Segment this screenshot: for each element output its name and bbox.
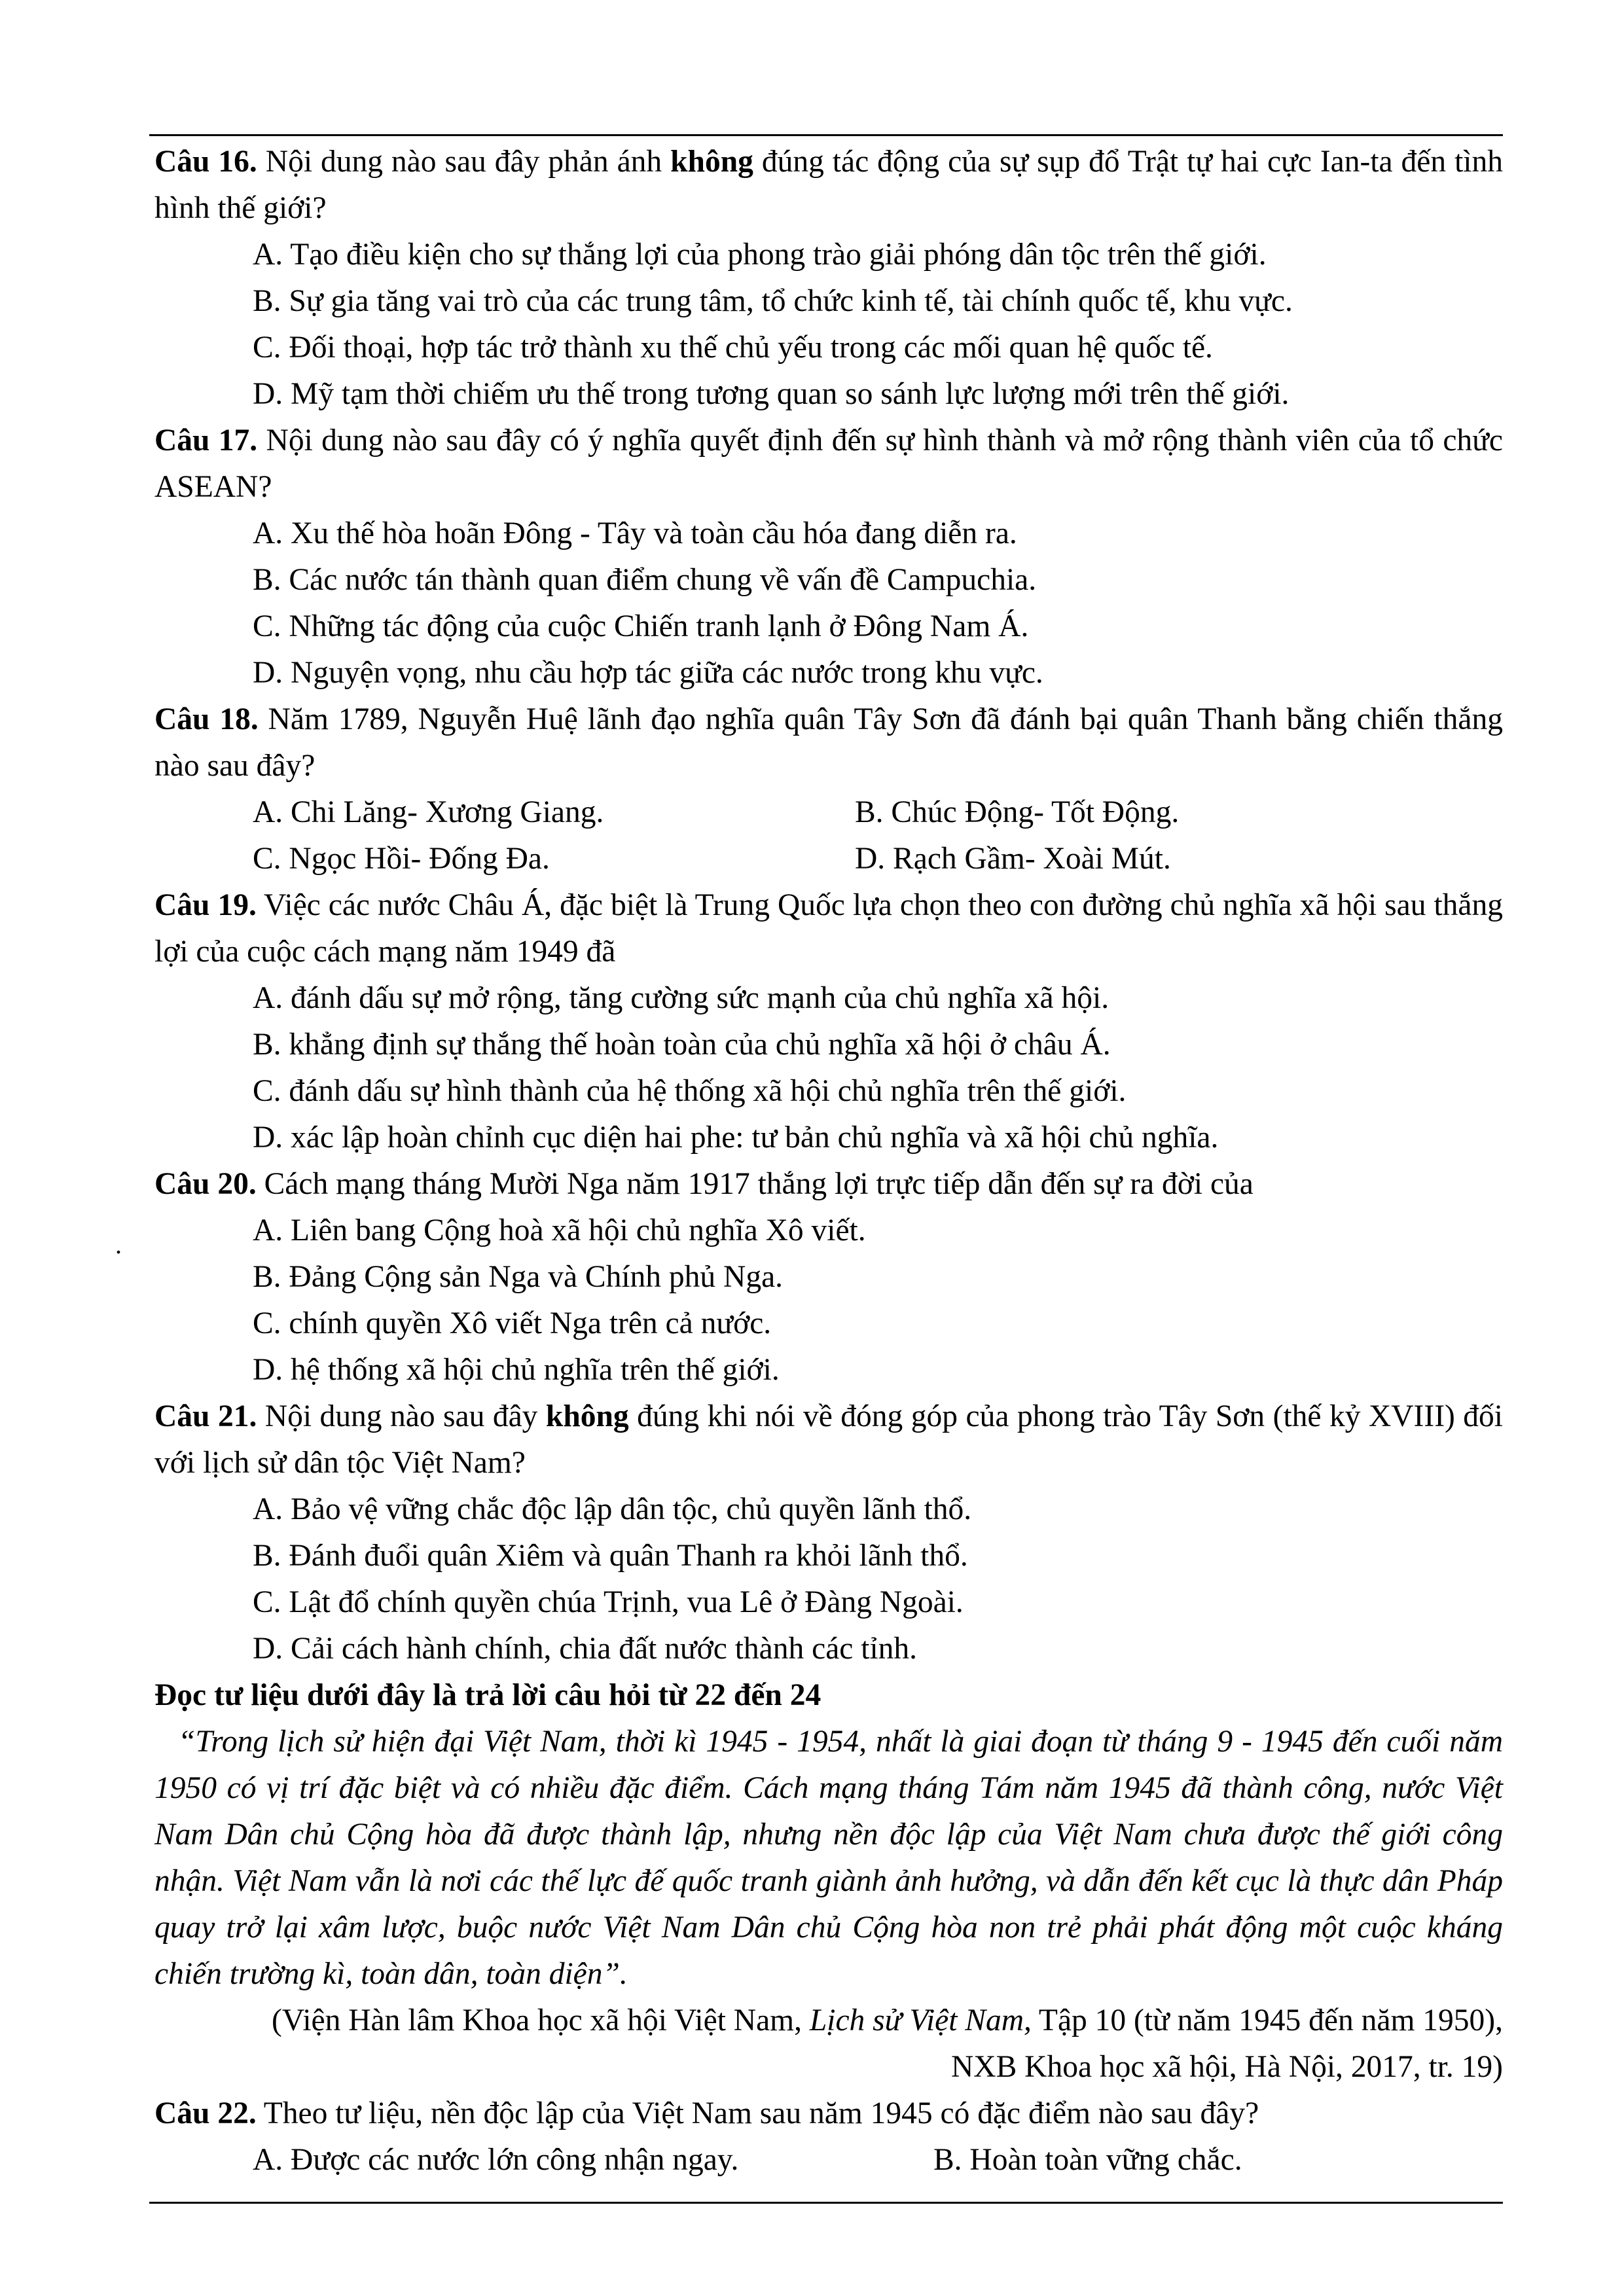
options-row [154,789,1503,836]
option-b[interactable]: B. Đánh đuổi quân Xiêm và quân Thanh ra khỏi lãnh thổ. [253,1539,968,1573]
option-d[interactable]: D. Mỹ tạm thời chiếm ưu thế trong tương quan so sánh lực lượng mới trên thế giới. [253,377,1290,411]
question-18 [154,696,1503,882]
option-a[interactable]: A. Bảo vệ vững chắc độc lập dân tộc, chủ quyền lãnh thổ. [253,1492,972,1526]
question-text: Câu 21. Nội dung nào sau đây không đúng khi nói về đóng góp của phong trào Tây Sơn (thế kỷ XVIII) đối với lịch sử dân tộc Việt Nam? [154,1399,1504,1480]
question-text: Câu 16. Nội dung nào sau đây phản ánh không đúng tác động của sự sụp đổ Trật tự hai cực Ian-ta đến tình hình thế giới? [154,145,1503,225]
option-b[interactable]: B. Đảng Cộng sản Nga và Chính phủ Nga. [253,1260,784,1294]
option-b[interactable]: B. Hoàn toàn vững chắc. [933,2143,1242,2177]
citation: (Viện Hàn lâm Khoa học xã hội Việt Nam, Lịch sử Việt Nam, Tập 10 (từ năm 1945 đến năm 1950), [272,2003,1503,2037]
question-17 [154,418,1503,696]
option-a[interactable]: A. Liên bang Cộng hoà xã hội chủ nghĩa Xô viết. [253,1213,866,1247]
passage-text: “Trong lịch sử hiện đại Việt Nam, thời kì 1945 - 1954, nhất là giai đoạn từ tháng 9 - 1945 đến cuối năm 1950 có vị trí đặc biệt và có nhiều đặc điểm. Cách mạng tháng Tám năm 1945 đã thành công, nước Việt Nam Dân chủ Cộng hòa đã được thành lập, nhưng nền độc lập của Việt Nam chưa được thế giới công nhận. Việt Nam vẫn là nơi các thế lực đế quốc tranh giành ảnh hưởng, và dẫn đến kết cục là thực dân Pháp quay trở lại xâm lược, buộc nước Việt Nam Dân chủ Cộng hòa non trẻ phải phát động một cuộc kháng chiến trường kì, toàn dân, toàn diện”. [154,1725,1503,1991]
question-20 [154,1161,1503,1393]
option-d[interactable]: D. Rạch Gầm- Xoài Mút. [855,842,1171,876]
option-d[interactable]: D. xác lập hoàn chỉnh cục diện hai phe: tư bản chủ nghĩa và xã hội chủ nghĩa. [253,1121,1219,1155]
option-c[interactable]: C. chính quyền Xô viết Nga trên cả nước. [253,1306,772,1340]
option-c[interactable]: C. đánh dấu sự hình thành của hệ thống xã hội chủ nghĩa trên thế giới. [253,1074,1127,1108]
citation-book-title: Lịch sử Việt Nam, [809,2003,1032,2037]
question-16 [154,139,1503,418]
option-a[interactable]: A. đánh dấu sự mở rộng, tăng cường sức mạnh của chủ nghĩa xã hội. [253,981,1110,1015]
exam-page [154,139,1503,2183]
option-d[interactable]: D. Cải cách hành chính, chia đất nước thành các tỉnh. [253,1632,918,1666]
option-c[interactable]: C. Lật đổ chính quyền chúa Trịnh, vua Lê ở Đàng Ngoài. [253,1585,964,1619]
question-label: Câu 18. [154,702,259,736]
question-text: Câu 18. Năm 1789, Nguyễn Huệ lãnh đạo nghĩa quân Tây Sơn đã đánh bại quân Thanh bằng chiến thắng nào sau đây? [154,702,1503,783]
question-text: Câu 22. Theo tư liệu, nền độc lập của Việt Nam sau năm 1945 có đặc điểm nào sau đây? [154,2096,1259,2130]
option-d[interactable]: D. hệ thống xã hội chủ nghĩa trên thế giới. [253,1353,780,1387]
option-c[interactable]: C. Ngọc Hồi- Đống Đa. [253,842,550,876]
question-label: Câu 16. [154,145,257,179]
question-text: Câu 20. Cách mạng tháng Mười Nga năm 1917 thắng lợi trực tiếp dẫn đến sự ra đời của [154,1167,1254,1201]
question-text: Câu 17. Nội dung nào sau đây có ý nghĩa quyết định đến sự hình thành và mở rộng thành viên của tổ chức ASEAN? [154,423,1503,504]
question-text: Câu 19. Việc các nước Châu Á, đặc biệt là Trung Quốc lựa chọn theo con đường chủ nghĩa xã hội sau thắng lợi của cuộc cách mạng năm 1949 đã [154,888,1503,969]
option-c[interactable]: C. Đối thoại, hợp tác trở thành xu thế chủ yếu trong các mối quan hệ quốc tế. [253,331,1213,365]
option-a[interactable]: A. Xu thế hòa hoãn Đông - Tây và toàn cầu hóa đang diễn ra. [253,516,1017,550]
reading-passage [154,1672,1503,2090]
option-b[interactable]: B. Các nước tán thành quan điểm chung về vấn đề Campuchia. [253,563,1037,597]
options-row [154,2137,1503,2183]
stray-mark: . [115,1230,122,1259]
question-21 [154,1393,1503,1672]
question-label: Câu 21. [154,1399,257,1433]
option-a[interactable]: A. Tạo điều kiện cho sự thắng lợi của phong trào giải phóng dân tộc trên thế giới. [253,238,1267,272]
option-a[interactable]: A. Chi Lăng- Xương Giang. [253,795,604,829]
question-label: Câu 17. [154,423,258,457]
option-b[interactable]: B. Sự gia tăng vai trò của các trung tâm, tổ chức kinh tế, tài chính quốc tế, khu vực. [253,284,1293,318]
passage-title: Đọc tư liệu dưới đây là trả lời câu hỏi từ 22 đến 24 [154,1678,821,1712]
option-d[interactable]: D. Nguyện vọng, nhu cầu hợp tác giữa các nước trong khu vực. [253,656,1043,690]
question-19 [154,882,1503,1161]
bottom-rule [149,2202,1503,2204]
options-row [154,836,1503,882]
top-rule [149,134,1503,136]
option-b[interactable]: B. Chúc Động- Tốt Động. [855,795,1180,829]
option-b[interactable]: B. khẳng định sự thắng thế hoàn toàn của chủ nghĩa xã hội ở châu Á. [253,1028,1111,1062]
question-label: Câu 22. [154,2096,257,2130]
question-label: Câu 20. [154,1167,257,1201]
question-label: Câu 19. [154,888,257,922]
option-a[interactable]: A. Được các nước lớn công nhận ngay. [253,2143,739,2177]
option-c[interactable]: C. Những tác động của cuộc Chiến tranh lạnh ở Đông Nam Á. [253,609,1029,643]
citation-line-2: NXB Khoa học xã hội, Hà Nội, 2017, tr. 19) [950,2050,1503,2084]
emphasis-khong: không [545,1399,629,1433]
question-22 [154,2090,1503,2183]
emphasis-khong: không [670,145,753,179]
